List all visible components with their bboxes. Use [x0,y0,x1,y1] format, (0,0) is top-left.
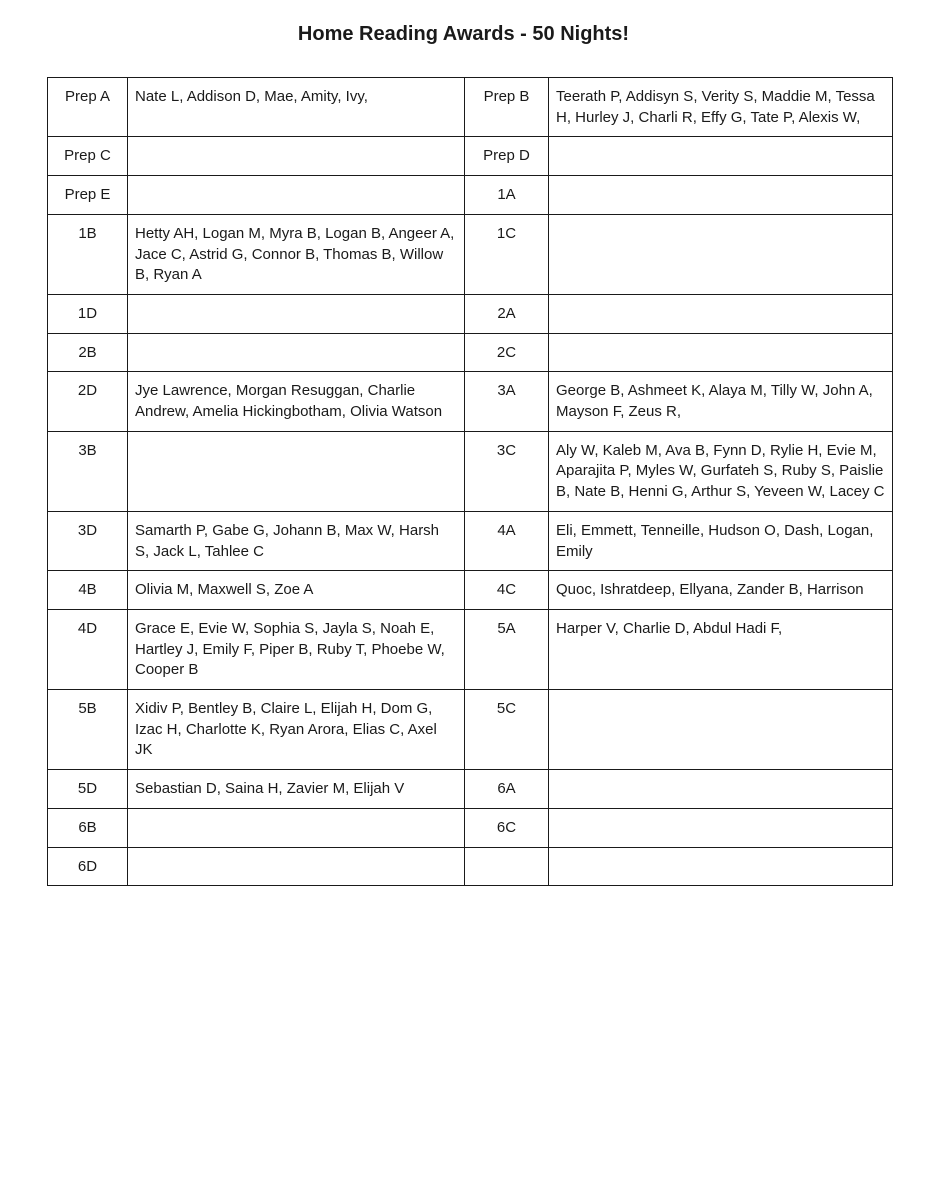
names-cell: Quoc, Ishratdeep, Ellyana, Zander B, Harrison [549,571,893,610]
names-cell [128,431,465,511]
names-cell: Olivia M, Maxwell S, Zoe A [128,571,465,610]
class-cell: 2C [465,333,549,372]
class-cell: Prep D [465,137,549,176]
class-cell: 6C [465,808,549,847]
names-cell [549,137,893,176]
names-cell [128,137,465,176]
class-cell: 3D [48,511,128,570]
class-cell: Prep A [48,78,128,137]
names-cell: Xidiv P, Bentley B, Claire L, Elijah H, Dom G, Izac H, Charlotte K, Ryan Arora, Elias C, Axel JK [128,690,465,770]
class-cell: 6A [465,770,549,809]
class-cell: 4B [48,571,128,610]
names-cell [549,847,893,886]
class-cell: 1A [465,176,549,215]
names-cell: Jye Lawrence, Morgan Resuggan, Charlie Andrew, Amelia Hickingbotham, Olivia Watson [128,372,465,431]
names-cell [128,176,465,215]
names-cell [128,808,465,847]
names-cell: Nate L, Addison D, Mae, Amity, Ivy, [128,78,465,137]
table-row [48,333,893,372]
awards-table [47,77,893,886]
table-row [48,808,893,847]
class-cell: 1B [48,214,128,294]
table-row [48,571,893,610]
table-row [48,847,893,886]
class-cell: 1D [48,294,128,333]
table-row [48,137,893,176]
names-cell [549,294,893,333]
page-title: Home Reading Awards - 50 Nights! [297,23,630,45]
table-row [48,214,893,294]
class-cell: Prep C [48,137,128,176]
names-cell [549,770,893,809]
table-row [48,431,893,511]
table-row [48,372,893,431]
names-cell [549,333,893,372]
names-cell: Sebastian D, Saina H, Zavier M, Elijah V [128,770,465,809]
names-cell: Eli, Emmett, Tenneille, Hudson O, Dash, Logan, Emily [549,511,893,570]
table-row [48,511,893,570]
table-row [48,176,893,215]
class-cell: 1C [465,214,549,294]
names-cell: Grace E, Evie W, Sophia S, Jayla S, Noah E, Hartley J, Emily F, Piper B, Ruby T, Phoebe W, Cooper B [128,609,465,689]
class-cell [465,847,549,886]
names-cell [128,847,465,886]
table-row [48,294,893,333]
names-cell: Hetty AH, Logan M, Myra B, Logan B, Angeer A, Jace C, Astrid G, Connor B, Thomas B, Willow B, Ryan A [128,214,465,294]
names-cell: George B, Ashmeet K, Alaya M, Tilly W, John A, Mayson F, Zeus R, [549,372,893,431]
names-cell [549,690,893,770]
table-row [48,690,893,770]
names-cell: Harper V, Charlie D, Abdul Hadi F, [549,609,893,689]
class-cell: 3A [465,372,549,431]
names-cell: Teerath P, Addisyn S, Verity S, Maddie M, Tessa H, Hurley J, Charli R, Effy G, Tate P, Alexis W, [549,78,893,137]
class-cell: 3B [48,431,128,511]
class-cell: 2B [48,333,128,372]
class-cell: 2A [465,294,549,333]
class-cell: 4D [48,609,128,689]
awards-table-body [48,78,893,886]
class-cell: 5C [465,690,549,770]
class-cell: 4A [465,511,549,570]
class-cell: 5D [48,770,128,809]
names-cell [549,808,893,847]
class-cell: 4C [465,571,549,610]
class-cell: 6B [48,808,128,847]
class-cell: 5A [465,609,549,689]
table-row [48,78,893,137]
names-cell [549,214,893,294]
class-cell: 2D [48,372,128,431]
names-cell [549,176,893,215]
class-cell: Prep B [465,78,549,137]
class-cell: Prep E [48,176,128,215]
table-row [48,609,893,689]
names-cell [128,294,465,333]
class-cell: 6D [48,847,128,886]
names-cell [128,333,465,372]
class-cell: 3C [465,431,549,511]
class-cell: 5B [48,690,128,770]
names-cell: Aly W, Kaleb M, Ava B, Fynn D, Rylie H, Evie M, Aparajita P, Myles W, Gurfateh S, Ruby S, Paislie B, Nate B, Henni G, Arthur S, Yeveen W, Lacey C [549,431,893,511]
table-row [48,770,893,809]
names-cell: Samarth P, Gabe G, Johann B, Max W, Harsh S, Jack L, Tahlee C [128,511,465,570]
